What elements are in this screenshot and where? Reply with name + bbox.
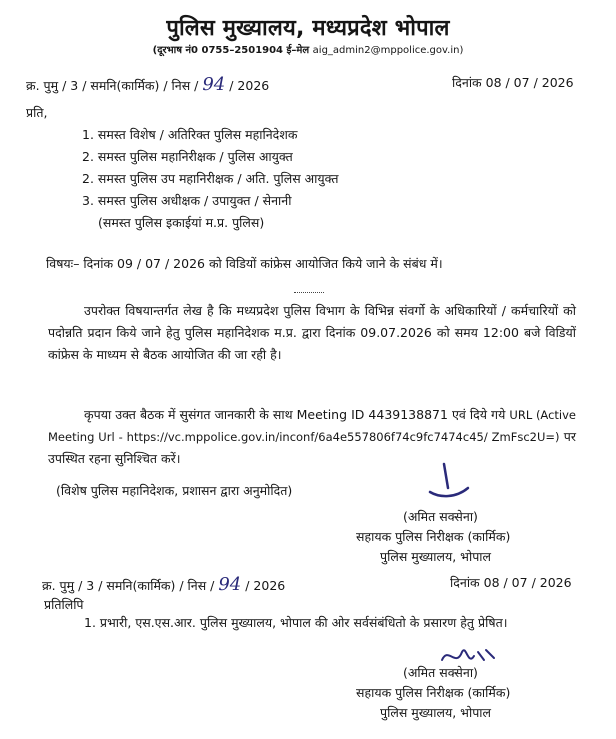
- reference-line: [26, 74, 269, 95]
- meeting-instruction: कृपया उक्त बैठक में सुसंगत जानकारी के साथ Meeting ID 4439138871 एवं दिये गये: [84, 407, 506, 422]
- recipient-item: 2. समस्त पुलिस उप महानिरीक्षक / अति. पुलिस आयुक्त: [82, 171, 339, 186]
- letter-date: दिनांक 08 / 07 / 2026: [452, 75, 574, 90]
- body-paragraph-2: [48, 404, 576, 470]
- signatory-office-2: पुलिस मुख्यालय, भोपाल: [380, 705, 492, 720]
- signatory-office-1: पुलिस मुख्यालय, भोपाल: [380, 549, 492, 564]
- reference-prefix: क्र. पुमु / 3 / समनि(कार्मिक) / निस /: [26, 78, 199, 93]
- signatory-title-1: सहायक पुलिस निरीक्षक (कार्मिक): [356, 529, 511, 544]
- copy-to-label: प्रतिलिपि: [44, 597, 84, 612]
- copy-reference-line: [42, 574, 285, 595]
- contact-phone: (दूरभाष नं0 0755–2501904 ई–मेल: [152, 45, 310, 56]
- signatory-title-2: सहायक पुलिस निरीक्षक (कार्मिक): [356, 685, 511, 700]
- recipient-item: (समस्त पुलिस इकाईयां म.प्र. पुलिस): [98, 215, 265, 230]
- subject-line: विषयः– दिनांक 09 / 07 / 2026 को विडियों कांफ्रेस आयोजित किये जाने के संबंध में।: [46, 256, 443, 271]
- subject-divider: [294, 292, 324, 293]
- reference-number: 94: [218, 574, 242, 595]
- copy-letter-date: दिनांक 08 / 07 / 2026: [450, 575, 572, 590]
- salutation-to: प्रति,: [26, 105, 48, 120]
- approval-note: (विशेष पुलिस महानिदेशक, प्रशासन द्वारा अनुमोदित): [56, 483, 293, 498]
- reference-year: / 2026: [245, 578, 286, 593]
- contact-line: [0, 42, 616, 56]
- body-paragraph-1: उपरोक्त विषयान्तर्गत लेख है कि मध्यप्रदेश पुलिस विभाग के विभिन्न संवर्गो के अधिकारियों / कर्मचारियों को पदोन्नति प्रदान किये जाने हेतु पुलिस महानिदेशक म.प्र. द्वारा दिनांक 09.07.2026 को समय 12:00 बजे विडियों कांफ्रेस के माध्यम से बैठक आयोजित की जा रही है।: [48, 303, 576, 362]
- recipient-item: 2. समस्त पुलिस महानिरीक्षक / पुलिस आयुक्त: [82, 149, 293, 164]
- signatory-name-2: (अमित सक्सेना): [403, 665, 478, 680]
- contact-email: aig_admin2@mppolice.gov.in): [312, 45, 464, 56]
- reference-number: 94: [202, 74, 226, 95]
- attendance-instruction: पर उपस्थित रहना सुनिश्चित करें।: [48, 429, 576, 466]
- copy-item: 1. प्रभारी, एस.एस.आर. पुलिस मुख्यालय, भोपाल की ओर सर्वसंबंधितो के प्रसारण हेतु प्रेषित।: [84, 615, 508, 630]
- signatory-name-1: (अमित सक्सेना): [403, 509, 478, 524]
- signature-mark-1: [426, 458, 476, 508]
- recipient-item: 1. समस्त विशेष / अतिरिक्त पुलिस महानिदेशक: [82, 127, 298, 142]
- meeting-url: URL (Active Meeting Url - https://vc.mppolice.gov.in/inconf/6a4e557806f74c9fc7474c45/ ZmFsc2U=): [48, 408, 577, 444]
- office-title: पुलिस मुख्यालय, मध्यप्रदेश भोपाल: [166, 16, 450, 41]
- reference-year: / 2026: [229, 78, 270, 93]
- recipient-item: 3. समस्त पुलिस अधीक्षक / उपायुक्त / सेनानी: [82, 193, 292, 208]
- reference-prefix: क्र. पुमु / 3 / समनि(कार्मिक) / निस /: [42, 578, 215, 593]
